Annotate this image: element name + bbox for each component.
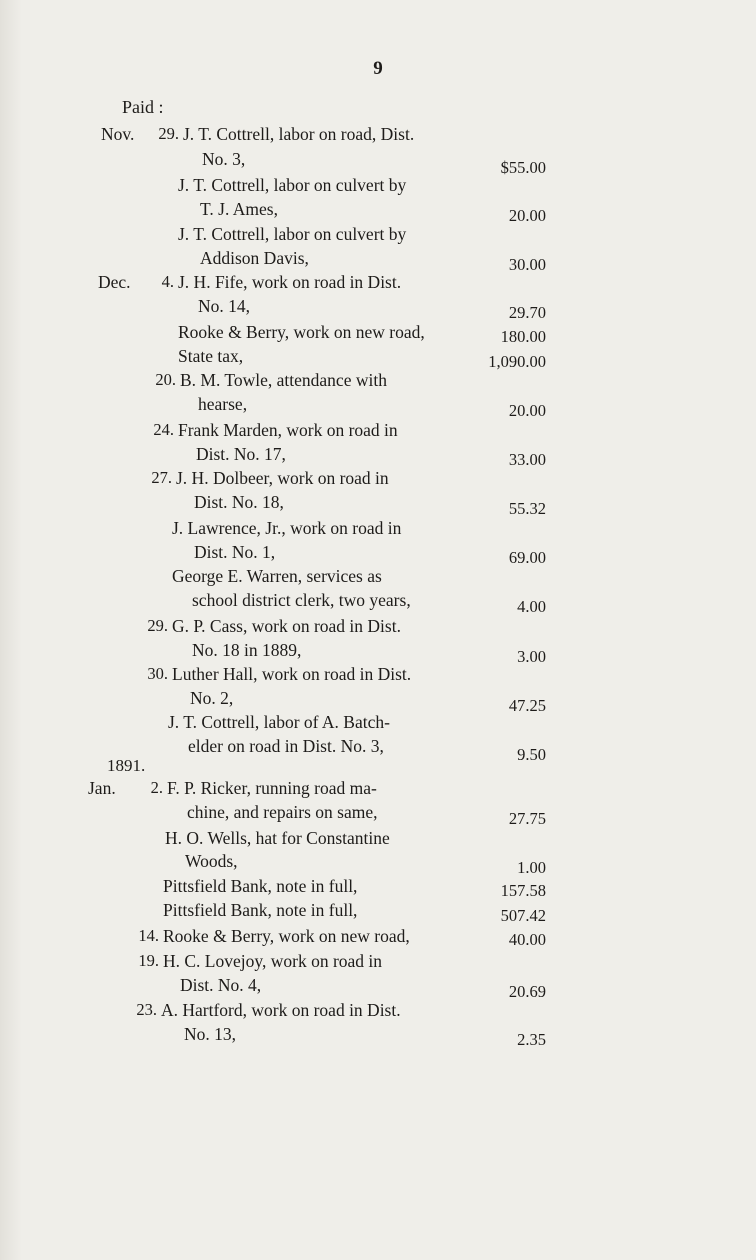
entry-description-line: A. Hartford, work on road in Dist. — [161, 1000, 401, 1020]
entry-amount: 1.00 — [517, 858, 546, 877]
entry-description-line: Addison Davis, — [200, 248, 309, 268]
entry-amount: 3.00 — [517, 647, 546, 666]
entry-amount: 20.00 — [508, 206, 546, 225]
entry-day: 19. — [138, 951, 159, 970]
entry-day: 24. — [153, 420, 174, 439]
entry-description-line: F. P. Ricker, running road ma- — [167, 778, 377, 798]
entry-day: 4. — [161, 272, 174, 291]
entry-amount: 69.00 — [508, 548, 546, 567]
entry-description-line: No. 13, — [184, 1024, 237, 1044]
section-heading: Paid : — [122, 97, 164, 117]
entry-day: 23. — [136, 1000, 157, 1019]
entry-day: 29. — [147, 616, 168, 635]
entry-amount: 20.69 — [508, 982, 546, 1001]
entry-amount: 9.50 — [517, 745, 546, 764]
entry-amount: 40.00 — [508, 930, 546, 949]
entry-description-line: J. H. Fife, work on road in Dist. — [178, 272, 402, 292]
entry-day: 29. — [158, 124, 179, 143]
entry-description-line: chine, and repairs on same, — [187, 802, 378, 822]
entry-description-line: Frank Marden, work on road in — [178, 420, 398, 440]
entry-amount: 507.42 — [500, 906, 546, 925]
entry-description-line: T. J. Ames, — [200, 199, 278, 219]
entry-amount: 33.00 — [508, 450, 546, 469]
entry-amount: 55.32 — [508, 499, 546, 518]
entry-description-line: State tax, — [178, 346, 244, 366]
entry-description-line: J. T. Cottrell, labor on road, Dist. — [183, 124, 415, 144]
entry-amount: 27.75 — [508, 809, 546, 828]
entry-description-line: school district clerk, two years, — [192, 590, 411, 610]
entry-amount: 157.58 — [500, 881, 546, 900]
entry-description-line: J. T. Cottrell, labor of A. Batch- — [168, 712, 390, 732]
entry-amount: 30.00 — [508, 255, 546, 274]
entry-description-line: Rooke & Berry, work on new road, — [178, 322, 425, 342]
entry-day: 30. — [147, 664, 168, 683]
entry-month: Nov. — [101, 124, 135, 144]
entry-amount: 1,090.00 — [488, 352, 546, 371]
entry-amount: 4.00 — [517, 597, 546, 616]
entry-day: 14. — [138, 926, 159, 945]
entry-description-line: hearse, — [198, 394, 248, 414]
entry-description-line: No. 14, — [198, 296, 251, 316]
entry-description-line: J. T. Cottrell, labor on culvert by — [178, 175, 407, 195]
entry-description-line: J. T. Cottrell, labor on culvert by — [178, 224, 407, 244]
entry-description-line: No. 2, — [190, 688, 234, 708]
entry-amount: 180.00 — [500, 327, 546, 346]
entry-day: 27. — [151, 468, 172, 487]
entry-amount: 29.70 — [508, 303, 546, 322]
entry-description-line: H. C. Lovejoy, work on road in — [163, 951, 383, 971]
entry-amount: 20.00 — [508, 401, 546, 420]
entry-amount: 2.35 — [517, 1030, 546, 1049]
entry-description-line: No. 18 in 1889, — [192, 640, 302, 660]
entry-description-line: Pittsfield Bank, note in full, — [163, 900, 358, 920]
entry-month: Jan. — [88, 778, 116, 798]
entry-description-line: Woods, — [185, 851, 238, 871]
entry-day: 20. — [155, 370, 176, 389]
page-gutter — [0, 0, 22, 1260]
entry-description-line: Dist. No. 1, — [194, 542, 276, 562]
entry-description-line: elder on road in Dist. No. 3, — [188, 736, 384, 756]
entry-description-line: Dist. No. 4, — [180, 975, 262, 995]
entry-description-line: Luther Hall, work on road in Dist. — [172, 664, 412, 684]
entry-description-line: Rooke & Berry, work on new road, — [163, 926, 410, 946]
entry-description-line: George E. Warren, services as — [172, 566, 382, 586]
entry-description-line: Pittsfield Bank, note in full, — [163, 876, 358, 896]
entry-description-line: Dist. No. 17, — [196, 444, 286, 464]
page-number: 9 — [373, 58, 383, 79]
entry-description-line: H. O. Wells, hat for Constantine — [165, 828, 390, 848]
entry-amount: $55.00 — [500, 158, 546, 177]
entry-description-line: B. M. Towle, attendance with — [180, 370, 387, 390]
year-marker: 1891. — [107, 756, 146, 775]
entry-description-line: No. 3, — [202, 149, 246, 169]
entry-day: 2. — [150, 778, 163, 797]
entry-description-line: Dist. No. 18, — [194, 492, 284, 512]
entry-amount: 47.25 — [508, 696, 546, 715]
entry-description-line: G. P. Cass, work on road in Dist. — [172, 616, 401, 636]
entry-month: Dec. — [98, 272, 131, 292]
entry-description-line: J. Lawrence, Jr., work on road in — [172, 518, 402, 538]
entry-description-line: J. H. Dolbeer, work on road in — [176, 468, 389, 488]
